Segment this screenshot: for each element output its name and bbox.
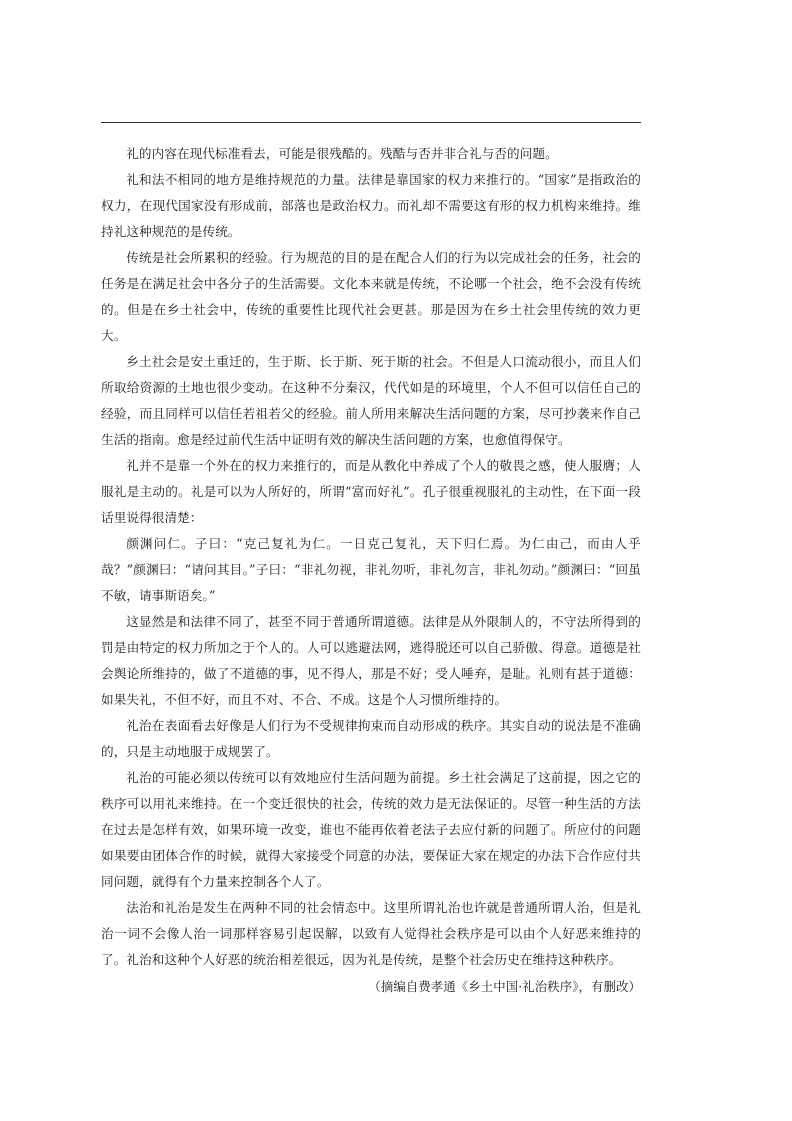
quote-paragraph: 颜渊问仁。子曰：“克己复礼为仁。一日克己复礼，天下归仁焉。为仁由己，而由人乎哉？”颜渊曰：“请问其目。”子曰：“非礼勿视，非礼勿听，非礼勿言，非礼勿动。”颜渊曰：“回虽不敏，请事斯语矣。” xyxy=(101,536,641,603)
paragraph-4: 乡土社会是安土重迁的，生于斯、长于斯、死于斯的社会。不但是人口流动很小，而且人们所取给资源的土地也很少变动。在这种不分秦汉，代代如是的环境里，个人不但可以信任自己的经验，而且同样可以信任若祖若父的经验。前人所用来解决生活问题的方案，尽可抄袭来作自己生活的指南。愈是经过前代生活中证明有效的解决生活问题的方案，也愈值得保守。 xyxy=(101,354,641,447)
paragraph-10: 法治和礼治是发生在两种不同的社会情态中。这里所谓礼治也许就是普通所谓人治，但是礼治一词不会像人治一词那样容易引起误解，以致有人觉得社会秩序是可以由个人好恶来维持的了。礼治和这种个人好恶的统治相差很远，因为礼是传统，是整个社会历史在维持这种秩序。 xyxy=(101,900,641,967)
paragraph-3: 传统是社会所累积的经验。行为规范的目的是在配合人们的行为以完成社会的任务，社会的任务是在满足社会中各分子的生活需要。文化本来就是传统，不论哪一个社会，绝不会没有传统的。但是在乡土社会中，传统的重要性比现代社会更甚。那是因为在乡土社会里传统的效力更大。 xyxy=(101,250,641,343)
paragraph-9: 礼治的可能必须以传统可以有效地应付生活问题为前提。乡土社会满足了这前提，因之它的秩序可以用礼来维持。在一个变迁很快的社会，传统的效力是无法保证的。尽管一种生活的方法在过去是怎样有效，如果环境一改变，谁也不能再依着老法子去应付新的问题了。所应付的问题如果要由团体合作的时候，就得大家接受个同意的办法，要保证大家在规定的办法下合作应付共同问题，就得有个力量来控制各个人了。 xyxy=(101,770,641,889)
paragraph-1: 礼的内容在现代标准看去，可能是很残酷的。残酷与否并非合礼与否的问题。 xyxy=(126,146,558,161)
paragraph-2: 礼和法不相同的地方是维持规范的力量。法律是靠国家的权力来推行的。“国家”是指政治的权力，在现代国家没有形成前，部落也是政治权力。而礼却不需要这有形的权力机构来维持。维持礼这种规范的是传统。 xyxy=(101,172,641,239)
header-rule xyxy=(101,122,641,123)
paragraph-7: 这显然是和法律不同了，甚至不同于普通所谓道德。法律是从外限制人的，不守法所得到的罚是由特定的权力所加之于个人的。人可以逃避法网，逃得脱还可以自己骄傲、得意。道德是社会舆论所维持的，做了不道德的事，见不得人，那是不好；受人唾弃，是耻。礼则有甚于道德：如果失礼，不但不好，而且不对、不合、不成。这是个人习惯所维持的。 xyxy=(101,614,641,707)
paragraph-8: 礼治在表面看去好像是人们行为不受规律拘束而自动形成的秩序。其实自动的说法是不准确的，只是主动地服于成规罢了。 xyxy=(101,718,641,759)
source-citation: （摘编自费孝通《乡土中国·礼治秩序》，有删改） xyxy=(368,979,641,994)
paragraph-5: 礼并不是靠一个外在的权力来推行的，而是从教化中养成了个人的敬畏之感，使人服膺；人服礼是主动的。礼是可以为人所好的，所谓“富而好礼”。孔子很重视服礼的主动性，在下面一段话里说得很清楚： xyxy=(101,458,641,525)
article-body xyxy=(101,141,641,1000)
